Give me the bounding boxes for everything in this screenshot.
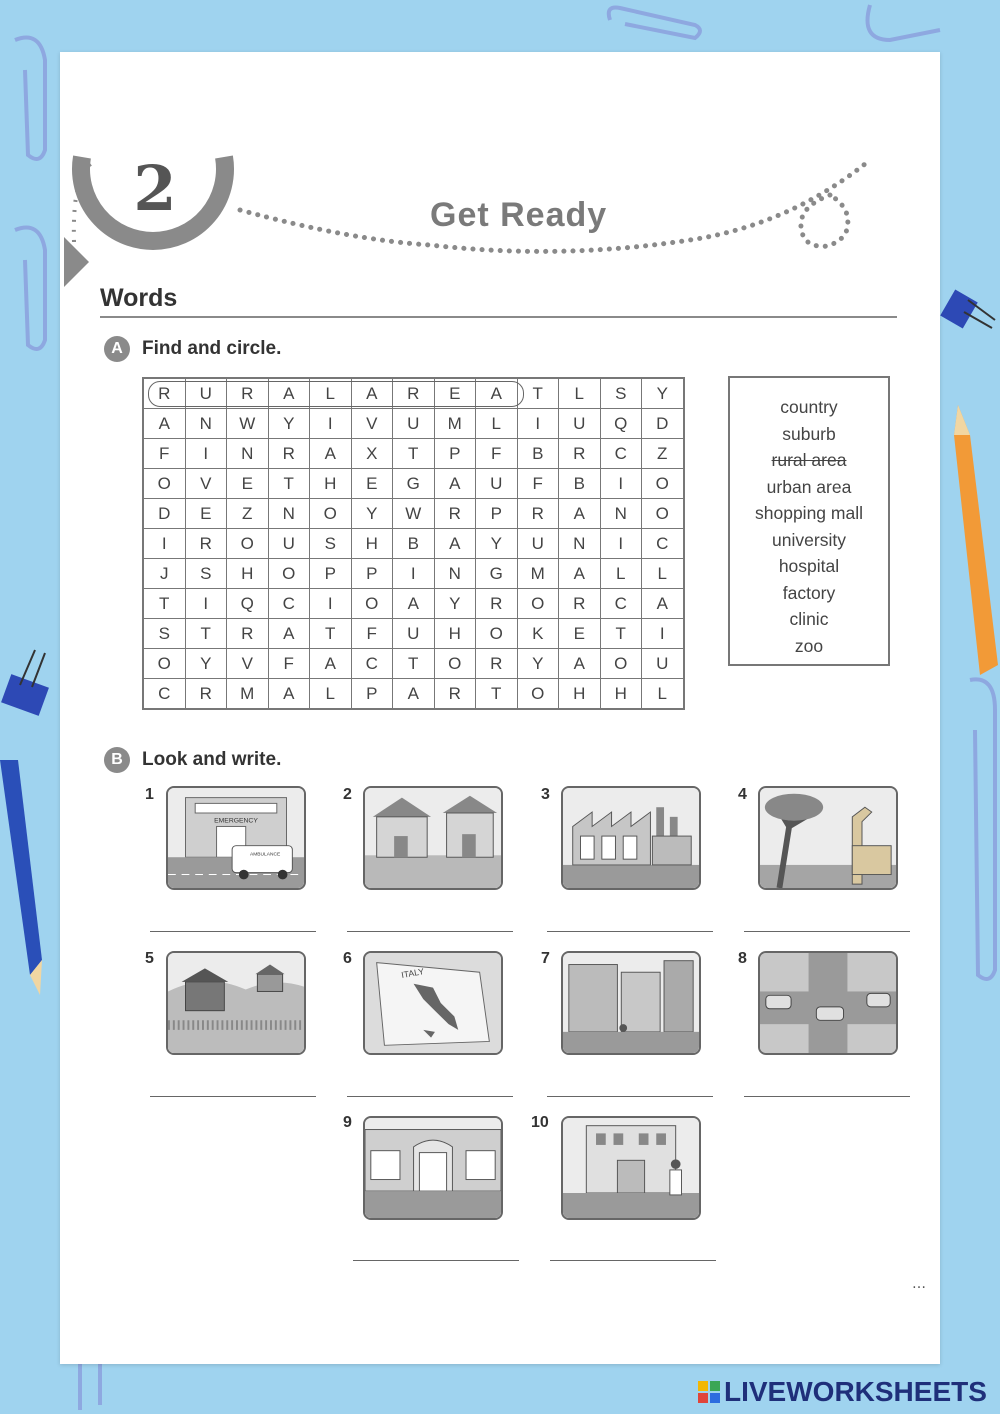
grid-letter[interactable]: R <box>517 499 559 529</box>
grid-letter[interactable]: C <box>642 529 684 559</box>
grid-letter[interactable]: U <box>185 378 227 409</box>
word-bank-item: hospital <box>778 556 840 576</box>
grid-letter[interactable]: A <box>143 409 185 439</box>
grid-letter[interactable]: R <box>227 378 269 409</box>
answer-blank[interactable] <box>547 931 713 932</box>
grid-letter[interactable]: R <box>185 679 227 710</box>
grid-letter[interactable]: U <box>393 619 435 649</box>
grid-letter[interactable]: D <box>642 409 684 439</box>
word-bank-item: university <box>772 529 846 550</box>
picture-street <box>758 951 898 1055</box>
exercise-a-badge: A <box>104 336 130 362</box>
grid-row <box>143 529 684 559</box>
answer-blank[interactable] <box>150 931 316 932</box>
grid-letter[interactable]: M <box>517 559 559 589</box>
grid-letter[interactable]: O <box>143 469 185 499</box>
grid-letter[interactable]: M <box>434 409 476 439</box>
grid-row <box>143 469 684 499</box>
picture-number: 7 <box>541 950 550 967</box>
grid-letter[interactable]: I <box>185 439 227 469</box>
grid-letter[interactable]: R <box>476 649 518 679</box>
answer-blank[interactable] <box>347 1096 513 1097</box>
grid-row <box>143 679 684 710</box>
grid-letter[interactable]: N <box>434 559 476 589</box>
grid-letter[interactable]: I <box>143 529 185 559</box>
grid-letter[interactable]: O <box>517 679 559 710</box>
grid-letter[interactable]: O <box>143 649 185 679</box>
exercise-b-instruction: Look and write. <box>142 749 282 770</box>
grid-letter[interactable]: B <box>517 439 559 469</box>
answer-blank[interactable] <box>150 1096 316 1097</box>
answer-blank[interactable] <box>744 1096 910 1097</box>
word-bank-item: shopping mall <box>755 503 863 523</box>
grid-letter[interactable]: O <box>434 649 476 679</box>
grid-letter[interactable]: F <box>268 649 310 679</box>
grid-letter[interactable]: I <box>642 619 684 649</box>
grid-letter[interactable]: X <box>351 439 393 469</box>
grid-letter[interactable]: L <box>310 679 352 710</box>
picture-shopping-mall <box>363 1116 503 1220</box>
grid-letter[interactable]: E <box>434 378 476 409</box>
grid-letter[interactable]: R <box>268 439 310 469</box>
binder-clip-icon <box>940 280 1000 340</box>
word-bank-item: factory <box>782 582 836 603</box>
grid-letter[interactable]: U <box>476 469 518 499</box>
grid-letter[interactable]: N <box>268 499 310 529</box>
grid-letter[interactable]: Y <box>434 589 476 619</box>
grid-letter[interactable]: P <box>310 559 352 589</box>
grid-letter[interactable]: A <box>268 679 310 710</box>
grid-letter[interactable]: R <box>434 679 476 710</box>
binder-clip-icon <box>0 645 60 720</box>
grid-letter[interactable]: S <box>600 378 642 409</box>
paperclip-icon <box>0 30 55 170</box>
grid-letter[interactable]: O <box>517 589 559 619</box>
grid-letter[interactable]: P <box>476 499 518 529</box>
picture-zoo <box>758 786 898 890</box>
exercise-a-instruction: Find and circle. <box>142 338 282 359</box>
liveworksheets-logo-icon <box>698 1381 720 1405</box>
word-bank-item: country <box>780 397 838 417</box>
grid-row <box>143 589 684 619</box>
grid-letter[interactable]: A <box>393 679 435 710</box>
grid-letter[interactable]: U <box>559 409 601 439</box>
word-search-grid[interactable] <box>142 377 685 710</box>
picture-number: 5 <box>145 950 154 967</box>
grid-letter[interactable]: H <box>559 679 601 710</box>
grid-letter[interactable]: L <box>559 378 601 409</box>
grid-letter[interactable]: C <box>268 589 310 619</box>
grid-letter[interactable]: R <box>559 589 601 619</box>
grid-letter[interactable]: R <box>227 619 269 649</box>
section-title: Words <box>100 284 178 312</box>
grid-letter[interactable]: C <box>143 679 185 710</box>
grid-letter[interactable]: A <box>559 559 601 589</box>
grid-letter[interactable]: H <box>600 679 642 710</box>
paperclip-icon <box>860 0 950 60</box>
grid-letter[interactable]: P <box>351 679 393 710</box>
grid-letter[interactable]: A <box>310 649 352 679</box>
answer-blank[interactable] <box>744 931 910 932</box>
grid-row <box>143 559 684 589</box>
grid-letter[interactable]: T <box>393 649 435 679</box>
grid-letter[interactable]: P <box>351 559 393 589</box>
grid-letter[interactable]: Q <box>227 589 269 619</box>
grid-letter[interactable]: T <box>393 439 435 469</box>
grid-letter[interactable]: U <box>393 409 435 439</box>
picture-number: 8 <box>738 950 747 967</box>
grid-letter[interactable]: Y <box>268 409 310 439</box>
grid-letter[interactable]: T <box>517 378 559 409</box>
grid-letter[interactable]: Y <box>642 378 684 409</box>
grid-letter[interactable]: R <box>143 378 185 409</box>
grid-letter[interactable]: O <box>268 559 310 589</box>
picture-factory <box>561 786 701 890</box>
grid-letter[interactable]: Y <box>517 649 559 679</box>
page-number: … <box>912 1276 926 1292</box>
grid-letter[interactable]: Q <box>600 409 642 439</box>
pen-icon <box>0 760 50 1000</box>
paperclip-icon <box>600 0 710 45</box>
grid-letter[interactable]: T <box>268 469 310 499</box>
grid-letter[interactable]: F <box>351 619 393 649</box>
grid-letter[interactable]: Y <box>351 499 393 529</box>
word-bank-item: zoo <box>794 635 824 656</box>
word-bank <box>728 376 890 666</box>
grid-letter[interactable]: V <box>185 469 227 499</box>
grid-letter[interactable]: A <box>476 378 518 409</box>
grid-letter[interactable]: L <box>642 679 684 710</box>
picture-number: 10 <box>531 1114 549 1131</box>
grid-letter[interactable]: F <box>517 469 559 499</box>
grid-letter[interactable]: C <box>351 649 393 679</box>
grid-letter[interactable]: E <box>185 499 227 529</box>
grid-letter[interactable]: B <box>559 469 601 499</box>
picture-number: 3 <box>541 786 550 803</box>
grid-letter[interactable]: A <box>310 439 352 469</box>
answer-blank[interactable] <box>347 931 513 932</box>
grid-letter[interactable]: O <box>351 589 393 619</box>
section-divider <box>100 316 897 318</box>
picture-number: 1 <box>145 786 154 803</box>
picture-clinic <box>561 1116 701 1220</box>
grid-letter[interactable]: D <box>143 499 185 529</box>
answer-blank[interactable] <box>547 1096 713 1097</box>
paperclip-icon <box>0 220 55 360</box>
grid-row <box>143 499 684 529</box>
grid-letter[interactable]: R <box>185 529 227 559</box>
grid-letter[interactable]: A <box>559 499 601 529</box>
grid-letter[interactable]: T <box>476 679 518 710</box>
grid-letter[interactable]: A <box>268 378 310 409</box>
grid-letter[interactable]: L <box>476 409 518 439</box>
grid-letter[interactable]: A <box>268 619 310 649</box>
grid-letter[interactable]: H <box>434 619 476 649</box>
grid-letter[interactable]: E <box>351 469 393 499</box>
unit-number: 2 <box>133 152 177 225</box>
grid-letter[interactable]: F <box>476 439 518 469</box>
answer-blank[interactable] <box>353 1260 519 1261</box>
grid-letter[interactable]: N <box>600 499 642 529</box>
grid-letter[interactable]: H <box>227 559 269 589</box>
paperclip-icon <box>950 670 1000 990</box>
grid-letter[interactable]: Y <box>185 649 227 679</box>
grid-row <box>143 439 684 469</box>
grid-letter[interactable]: I <box>310 409 352 439</box>
grid-letter[interactable]: R <box>559 439 601 469</box>
grid-letter[interactable]: A <box>351 378 393 409</box>
grid-letter[interactable]: T <box>600 619 642 649</box>
grid-letter[interactable]: U <box>642 649 684 679</box>
grid-letter[interactable]: W <box>393 499 435 529</box>
grid-letter[interactable]: G <box>476 559 518 589</box>
grid-letter[interactable]: N <box>185 409 227 439</box>
grid-letter[interactable]: A <box>559 649 601 679</box>
answer-blank[interactable] <box>550 1260 716 1261</box>
grid-letter[interactable]: N <box>227 439 269 469</box>
picture-hospital <box>166 786 306 890</box>
grid-letter[interactable]: I <box>310 589 352 619</box>
grid-letter[interactable]: L <box>642 559 684 589</box>
grid-letter[interactable]: A <box>434 529 476 559</box>
grid-row <box>143 649 684 679</box>
grid-letter[interactable]: M <box>227 679 269 710</box>
svg-text:EMERGENCY: EMERGENCY <box>214 817 258 825</box>
grid-letter[interactable]: S <box>310 529 352 559</box>
brand-logo-text: LIVEWORKSHEETS <box>724 1376 987 1407</box>
grid-letter[interactable]: A <box>642 589 684 619</box>
grid-letter[interactable]: L <box>310 378 352 409</box>
word-bank-item: urban area <box>766 476 852 497</box>
grid-letter[interactable]: A <box>393 589 435 619</box>
unit-heading: Get Ready <box>430 196 608 234</box>
exercise-b-badge: B <box>104 747 130 773</box>
grid-letter[interactable]: C <box>600 439 642 469</box>
grid-letter[interactable]: G <box>393 469 435 499</box>
picture-map <box>363 951 503 1055</box>
circled-word-rural-area <box>148 381 524 407</box>
grid-letter[interactable]: P <box>434 439 476 469</box>
picture-urban <box>561 951 701 1055</box>
word-bank-item: clinic <box>789 609 829 629</box>
grid-letter[interactable]: K <box>517 619 559 649</box>
grid-letter[interactable]: A <box>434 469 476 499</box>
word-bank-item: suburb <box>782 423 836 444</box>
word-bank-item: rural area <box>771 450 847 470</box>
grid-letter[interactable]: Y <box>476 529 518 559</box>
grid-row <box>143 619 684 649</box>
grid-letter[interactable]: I <box>185 589 227 619</box>
grid-letter[interactable]: O <box>476 619 518 649</box>
grid-letter[interactable]: U <box>517 529 559 559</box>
grid-letter[interactable]: W <box>227 409 269 439</box>
grid-letter[interactable]: O <box>642 499 684 529</box>
grid-letter[interactable]: C <box>600 589 642 619</box>
grid-letter[interactable]: H <box>351 529 393 559</box>
grid-letter[interactable]: O <box>642 469 684 499</box>
grid-letter[interactable]: I <box>600 469 642 499</box>
grid-letter[interactable]: B <box>393 529 435 559</box>
picture-country <box>166 951 306 1055</box>
grid-letter[interactable]: R <box>434 499 476 529</box>
grid-letter[interactable]: E <box>227 469 269 499</box>
grid-letter[interactable]: L <box>600 559 642 589</box>
grid-letter[interactable]: O <box>600 649 642 679</box>
pencil-icon <box>940 395 1000 675</box>
grid-letter[interactable]: Z <box>642 439 684 469</box>
picture-number: 6 <box>343 950 352 967</box>
svg-text:AMBULANCE: AMBULANCE <box>250 852 281 858</box>
grid-letter[interactable]: I <box>517 409 559 439</box>
picture-suburb <box>363 786 503 890</box>
grid-letter[interactable]: E <box>559 619 601 649</box>
grid-letter[interactable]: S <box>143 619 185 649</box>
grid-letter[interactable]: F <box>143 439 185 469</box>
grid-letter[interactable]: Z <box>227 499 269 529</box>
picture-number: 2 <box>343 786 352 803</box>
grid-letter[interactable]: S <box>185 559 227 589</box>
grid-letter[interactable]: O <box>310 499 352 529</box>
grid-letter[interactable]: V <box>351 409 393 439</box>
grid-letter[interactable]: T <box>185 619 227 649</box>
grid-letter[interactable]: N <box>559 529 601 559</box>
picture-number: 9 <box>343 1114 352 1131</box>
grid-letter[interactable]: U <box>268 529 310 559</box>
picture-number: 4 <box>738 786 747 803</box>
grid-letter[interactable]: T <box>310 619 352 649</box>
grid-letter[interactable]: J <box>143 559 185 589</box>
grid-letter[interactable]: R <box>476 589 518 619</box>
svg-text:ITALY: ITALY <box>400 966 425 980</box>
grid-letter[interactable]: T <box>143 589 185 619</box>
grid-row <box>143 409 684 439</box>
grid-letter[interactable]: R <box>393 378 435 409</box>
grid-letter[interactable]: V <box>227 649 269 679</box>
grid-letter[interactable]: H <box>310 469 352 499</box>
grid-letter[interactable]: O <box>227 529 269 559</box>
grid-letter[interactable]: I <box>600 529 642 559</box>
grid-letter[interactable]: I <box>393 559 435 589</box>
